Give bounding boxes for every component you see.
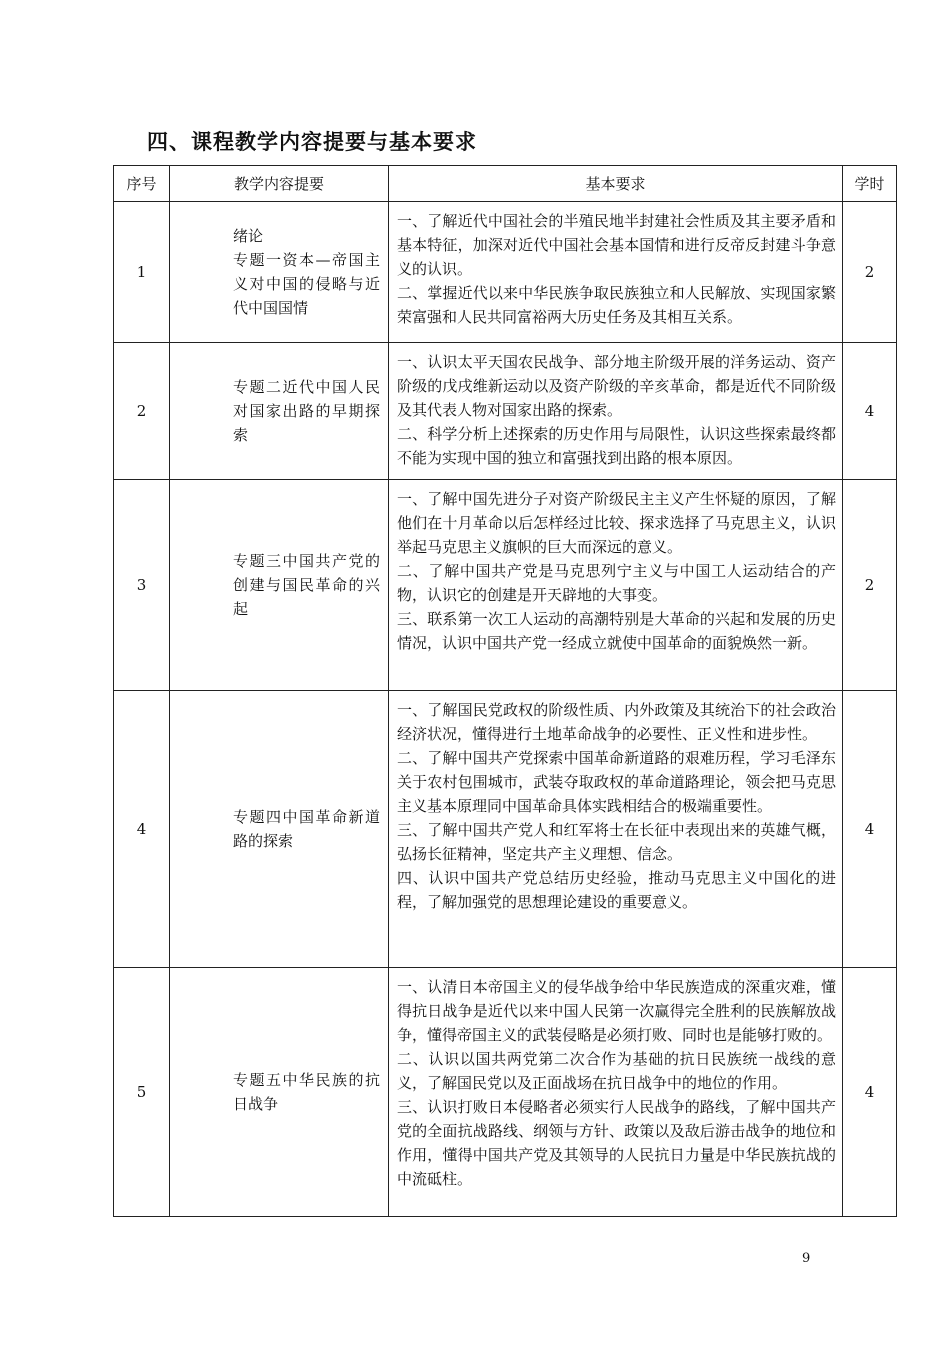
requirement-item: 三、认识打败日本侵略者必须实行人民战争的路线，了解中国共产党的全面抗战路线、纲领与方针、政策以及敌后游击战争的地位和作用，懂得中国共产党及其领导的人民抗日力量是中华民族抗战的中流砥柱。: [397, 1098, 836, 1188]
requirement-item: 二、认识以国共两党第二次合作为基础的抗日民族统一战线的意义，了解国民党以及正面战场在抗日战争中的地位的作用。: [397, 1050, 836, 1092]
row-requirements: [389, 480, 843, 691]
row-requirements: [389, 343, 843, 480]
requirement-item: 三、了解中国共产党人和红军将士在长征中表现出来的英雄气概，弘扬长征精神，坚定共产主义理想、信念。: [397, 821, 836, 863]
header-number: 序号: [114, 166, 170, 202]
requirement-item: 四、认识中国共产党总结历史经验，推动马克思主义中国化的进程，了解加强党的思想理论建设的重要意义。: [397, 869, 836, 911]
table-header-row: [114, 166, 897, 202]
topic-line: 专题五中华民族的抗日战争: [233, 1071, 380, 1113]
page-number: 9: [802, 1251, 811, 1266]
row-hours: 2: [843, 480, 897, 691]
row-number: 2: [114, 343, 170, 480]
topic-line: 专题二近代中国人民对国家出路的早期探索: [233, 378, 380, 444]
requirement-item: 二、科学分析上述探索的历史作用与局限性，认识这些探索最终都不能为实现中国的独立和富强找到出路的根本原因。: [397, 425, 836, 467]
row-hours: 4: [843, 343, 897, 480]
topic-line: 专题三中国共产党的创建与国民革命的兴起: [233, 552, 380, 618]
row-hours: 4: [843, 691, 897, 968]
requirement-item: 二、掌握近代以来中华民族争取民族独立和人民解放、实现国家繁荣富强和人民共同富裕两大历史任务及其相互关系。: [397, 284, 836, 326]
topic-line: 专题四中国革命新道路的探索: [233, 808, 380, 850]
row-requirements: [389, 968, 843, 1217]
row-number: 3: [114, 480, 170, 691]
row-hours: 4: [843, 968, 897, 1217]
row-topic: [170, 343, 389, 480]
header-hours: 学时: [843, 166, 897, 202]
row-topic: [170, 202, 389, 343]
requirement-item: 一、认清日本帝国主义的侵华战争给中华民族造成的深重灾难，懂得抗日战争是近代以来中国人民第一次赢得完全胜利的民族解放战争，懂得帝国主义的武装侵略是必须打败、同时也是能够打败的。: [397, 978, 836, 1044]
row-topic: [170, 968, 389, 1217]
topic-line: 专题一资本—帝国主义对中国的侵略与近代中国国情: [233, 251, 380, 317]
requirement-item: 一、了解近代中国社会的半殖民地半封建社会性质及其主要矛盾和基本特征，加深对近代中国社会基本国情和进行反帝反封建斗争意义的认识。: [397, 212, 836, 278]
topic-line: 绪论: [233, 227, 264, 245]
row-number: 4: [114, 691, 170, 968]
table-row: [114, 343, 897, 480]
table-row: [114, 202, 897, 343]
row-number: 1: [114, 202, 170, 343]
row-requirements: [389, 691, 843, 968]
requirement-item: 三、联系第一次工人运动的高潮特别是大革命的兴起和发展的历史情况，认识中国共产党一经成立就使中国革命的面貌焕然一新。: [397, 610, 836, 652]
header-topic: 教学内容提要: [170, 166, 389, 202]
row-hours: 2: [843, 202, 897, 343]
requirement-item: 一、了解中国先进分子对资产阶级民主主义产生怀疑的原因，了解他们在十月革命以后怎样经过比较、探求选择了马克思主义，认识举起马克思主义旗帜的巨大而深远的意义。: [397, 490, 836, 556]
row-topic: [170, 691, 389, 968]
table-row: [114, 968, 897, 1217]
section-heading: 四、课程教学内容提要与基本要求: [147, 129, 477, 154]
row-number: 5: [114, 968, 170, 1217]
header-requirements: 基本要求: [389, 166, 843, 202]
requirement-item: 二、了解中国共产党是马克思列宁主义与中国工人运动结合的产物，认识它的创建是开天辟地的大事变。: [397, 562, 836, 604]
requirement-item: 二、了解中国共产党探索中国革命新道路的艰难历程，学习毛泽东关于农村包围城市，武装夺取政权的革命道路理论，领会把马克思主义基本原理同中国革命具体实践相结合的极端重要性。: [397, 749, 836, 815]
row-topic: [170, 480, 389, 691]
course-content-table: [113, 165, 897, 1217]
row-requirements: [389, 202, 843, 343]
table-row: [114, 480, 897, 691]
table-row: [114, 691, 897, 968]
requirement-item: 一、认识太平天国农民战争、部分地主阶级开展的洋务运动、资产阶级的戊戌维新运动以及资产阶级的辛亥革命，都是近代不同阶级及其代表人物对国家出路的探索。: [397, 353, 836, 419]
requirement-item: 一、了解国民党政权的阶级性质、内外政策及其统治下的社会政治经济状况，懂得进行土地革命战争的必要性、正义性和进步性。: [397, 701, 836, 743]
